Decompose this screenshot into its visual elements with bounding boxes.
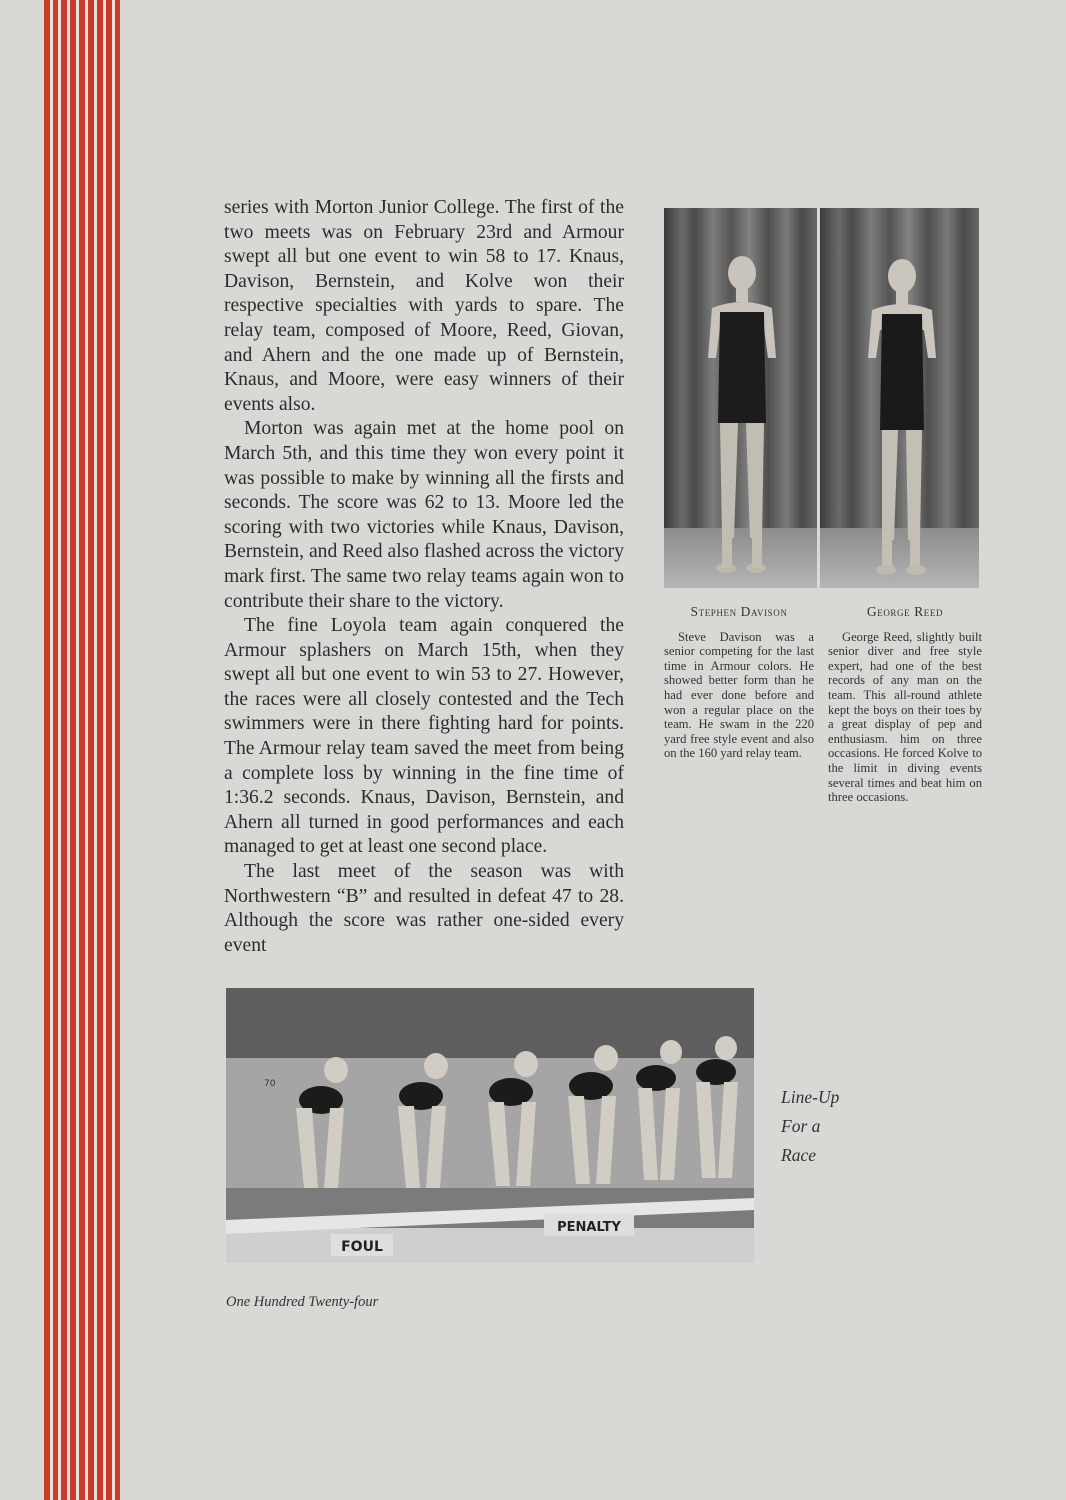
photo-stephen-davison [664, 208, 817, 588]
pool-sign-number: 70 [264, 1079, 276, 1089]
article-paragraph: series with Morton Junior College. The first of the two meets was on February 23rd and Armour swept all but one event to win 58 to 17. Knaus, Davison, Bernstein, and Kolve won their respective specialties with yards to spare. The relay team, composed of Moore, Reed, Giovan, and Ahern and the one made up of Bernstein, Knaus, and Moore, were easy winners of their events also. [224, 197, 624, 415]
caption-stephen-davison [664, 605, 814, 761]
caption-name: Stephen Davison [690, 604, 788, 619]
caption-description: George Reed, slightly built senior diver and free style expert, had one of the best records of any man on the team. This all-round athlete kept the boys on their toes by a great display of pep and enthusiasm. him on three occasions. He forced Kolve to the limit in diving events several times and beat him on three occasions. [828, 629, 982, 805]
lineup-caption [781, 1083, 839, 1170]
article-paragraph: The last meet of the season was with Northwestern “B” and resulted in defeat 47 to 28. Although the score was rather one-sided every event [224, 861, 624, 956]
pool-sign-foul: FOUL [341, 1239, 383, 1255]
lineup-caption-line: Race [781, 1145, 816, 1165]
decorative-stripes [0, 0, 122, 1500]
pool-sign-penalty: PENALTY [557, 1220, 621, 1235]
article-paragraph: Morton was again met at the home pool on March 5th, and this time they won every point it was possible to make by winning all the firsts and seconds. The score was 62 to 13. Moore led the scoring with two victories while Knaus, Davison, Bernstein, and Reed also flashed across the victory mark first. The same two relay teams again won to contribute their share to the victory. [224, 418, 624, 612]
lineup-caption-line: For a [781, 1116, 821, 1136]
photo-lineup-race [226, 988, 754, 1263]
page-folio: One Hundred Twenty-four [226, 1294, 379, 1310]
photo-george-reed [820, 208, 979, 588]
caption-description: Steve Davison was a senior competing for the last time in Armour colors. He showed better form than he had ever done before and won a regular place on the team. He swam in the 220 yard free style event and also on the 160 yard relay team. [664, 629, 814, 761]
lineup-caption-line: Line-Up [781, 1087, 840, 1107]
caption-george-reed [828, 605, 982, 805]
article-body [224, 196, 624, 958]
caption-name: George Reed [866, 604, 944, 619]
article-paragraph: The fine Loyola team again conquered the Armour splashers on March 15th, when they swept all but one event to win 53 to 27. However, the races were all closely contested and the Tech swimmers were in there fighting hard for points. The Armour relay team saved the meet from being a complete loss by winning in the fine time of 1:36.2 seconds. Knaus, Davison, Bernstein, and Ahern all turned in good performances and each managed to get at least one second place. [224, 615, 624, 858]
